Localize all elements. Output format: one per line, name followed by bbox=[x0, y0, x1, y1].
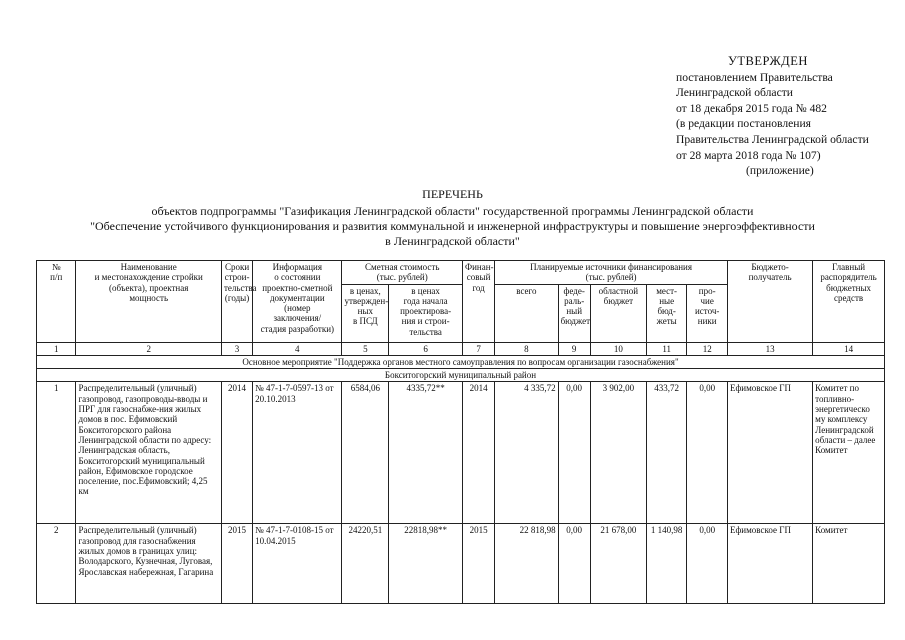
row-name: Распределительный (уличный) газопровод, газопроводы-вводы и ПРГ для газоснабже-ния жилых домов в пос. Ефимовский Бокситогорского района Ленинградской области по адресу: Ленинградская область, Бокситогорский муниципальный район, Ефимовское городское поселение, пос.Ефимовский; 4,25 км bbox=[76, 382, 221, 524]
column-number: 9 bbox=[558, 342, 590, 355]
row-fin-year: 2015 bbox=[463, 524, 495, 604]
row-federal: 0,00 bbox=[558, 524, 590, 604]
approval-line: (приложение) bbox=[746, 164, 814, 178]
row-total: 22 818,98 bbox=[495, 524, 558, 604]
approval-line: от 18 декабря 2015 года № 482 bbox=[676, 101, 827, 115]
header-federal: феде- раль- ный бюджет bbox=[558, 284, 590, 342]
row-fin-year: 2014 bbox=[463, 382, 495, 524]
row-cost-start: 4335,72** bbox=[389, 382, 463, 524]
row-num: 1 bbox=[37, 382, 76, 524]
row-regional: 3 902,00 bbox=[590, 382, 646, 524]
header-terms: Сроки строи- тельства (годы) bbox=[221, 261, 252, 343]
header-local: мест- ные бюд- жеты bbox=[646, 284, 687, 342]
column-number: 13 bbox=[727, 342, 812, 355]
approval-line: от 28 марта 2018 года № 107) bbox=[676, 148, 821, 162]
column-number: 10 bbox=[590, 342, 646, 355]
header-cost-start: в ценах года начала проектирова- ния и строи- тельства bbox=[389, 284, 463, 342]
header-sources: Планируемые источники финансирования (тыс. рублей) bbox=[495, 261, 728, 285]
row-recipient: Ефимовское ГП bbox=[727, 524, 812, 604]
row-manager: Комитет по топливно-энергетическо му комплексу Ленинградской области – далее Комитет bbox=[813, 382, 885, 524]
row-num: 2 bbox=[37, 524, 76, 604]
approval-line: (в редакции постановления bbox=[676, 117, 811, 131]
row-docs: № 47-1-7-0597-13 от 20.10.2013 bbox=[253, 382, 342, 524]
row-recipient: Ефимовское ГП bbox=[727, 382, 812, 524]
approval-line: Правительства Ленинградской области bbox=[676, 132, 869, 146]
column-number: 14 bbox=[813, 342, 885, 355]
column-number: 7 bbox=[463, 342, 495, 355]
table-row bbox=[37, 382, 885, 524]
header-fin-year: Финан- совый год bbox=[463, 261, 495, 343]
header-name: Наименование и местонахождение стройки (объекта), проектная мощность bbox=[76, 261, 221, 343]
approval-line: постановлением Правительства bbox=[676, 70, 833, 84]
row-other: 0,00 bbox=[687, 524, 728, 604]
row-total: 4 335,72 bbox=[495, 382, 558, 524]
row-manager: Комитет bbox=[813, 524, 885, 604]
row-local: 433,72 bbox=[646, 382, 687, 524]
row-cost-psd: 24220,51 bbox=[342, 524, 389, 604]
column-number: 2 bbox=[76, 342, 221, 355]
row-years: 2014 bbox=[221, 382, 252, 524]
header-other: про- чие источ- ники bbox=[687, 284, 728, 342]
district-title: Бокситогорский муниципальный район bbox=[37, 369, 885, 382]
column-number: 4 bbox=[253, 342, 342, 355]
row-docs: № 47-1-7-0108-15 от 10.04.2015 bbox=[253, 524, 342, 604]
column-number: 1 bbox=[37, 342, 76, 355]
header-row bbox=[37, 261, 885, 285]
row-cost-start: 22818,98** bbox=[389, 524, 463, 604]
activity-row bbox=[37, 355, 885, 368]
approval-heading: УТВЕРЖДЕН bbox=[728, 54, 808, 68]
header-cost: Сметная стоимость (тыс. рублей) bbox=[342, 261, 463, 285]
header-docs: Информация о состоянии проектно-сметной документации (номер заключения/ стадия разработки) bbox=[253, 261, 342, 343]
header-recipient: Бюджето- получатель bbox=[727, 261, 812, 343]
column-number: 12 bbox=[687, 342, 728, 355]
row-local: 1 140,98 bbox=[646, 524, 687, 604]
column-number: 6 bbox=[389, 342, 463, 355]
row-other: 0,00 bbox=[687, 382, 728, 524]
column-numbers-row bbox=[37, 342, 885, 355]
header-manager: Главный распорядитель бюджетных средств bbox=[813, 261, 885, 343]
table-row bbox=[37, 524, 885, 604]
row-name: Распределительный (уличный) газопровод для газоснабжения жилых домов в границах улиц: Володарского, Кузнечная, Луговая, Ярославская набережная, Гагарина bbox=[76, 524, 221, 604]
document-subtitle: в Ленинградской области" bbox=[385, 234, 520, 248]
row-years: 2015 bbox=[221, 524, 252, 604]
activity-title: Основное мероприятие "Поддержка органов местного самоуправления по вопросам организации газоснабжения" bbox=[37, 355, 885, 368]
column-number: 8 bbox=[495, 342, 558, 355]
district-row bbox=[37, 369, 885, 382]
document-title: ПЕРЕЧЕНЬ bbox=[422, 187, 483, 201]
header-cost-psd: в ценах, утвержден- ных в ПСД bbox=[342, 284, 389, 342]
row-cost-psd: 6584,06 bbox=[342, 382, 389, 524]
header-total: всего bbox=[495, 284, 558, 342]
header-num: № п/п bbox=[37, 261, 76, 343]
column-number: 5 bbox=[342, 342, 389, 355]
row-regional: 21 678,00 bbox=[590, 524, 646, 604]
header-regional: областной бюджет bbox=[590, 284, 646, 342]
approval-stamp bbox=[676, 54, 901, 179]
approval-line: Ленинградской области bbox=[676, 86, 793, 100]
objects-table bbox=[36, 260, 885, 604]
column-number: 3 bbox=[221, 342, 252, 355]
document-subtitle: "Обеспечение устойчивого функционирования и развития коммунальной и инженерной инфраструктуры и повышение энергоэффективности bbox=[90, 219, 815, 233]
row-federal: 0,00 bbox=[558, 382, 590, 524]
column-number: 11 bbox=[646, 342, 687, 355]
document-subtitle: объектов подпрограммы "Газификация Ленинградской области" государственной программы Ленинградской области bbox=[151, 204, 754, 218]
